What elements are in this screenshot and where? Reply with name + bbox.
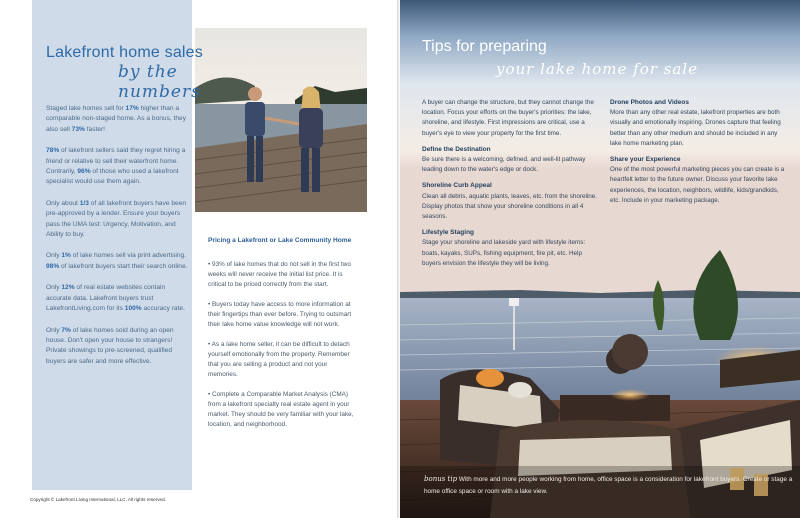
stat-text: faster! [84,125,106,133]
stat-text: of lake homes sold during an open house. Don't open your house to strangers! Private showings to pre-screened, qualified buyers are safer and more effective. [46,326,174,365]
pricing-title: Pricing a Lakefront or Lake Community Home [208,237,352,244]
copyright: Copyright © Lakefront Living International, LLC. All rights reserved. [30,497,166,502]
stat-text: higher than a comparable non-staged home. As a bonus, they also sell [46,105,187,133]
tip-heading: Lifestyle Staging [422,229,475,237]
stat-item [46,251,188,272]
stat-text: of those who used a lakefront specialist would use them again. [46,168,179,186]
stat-text: Only about [46,199,80,207]
tip-body: One of the most powerful marketing pieces you can create is a heartfelt letter to the future owner. Discuss your favorite lake experiences, the location, neighbors, wildlife, kids/grandkids, etc. Include in your marketing package. [610,166,785,204]
stat-text: accuracy rate. [141,305,185,313]
pricing-bullet-text: Complete a Comparable Market Analysis (CMA) from a lakefront specialty real estate agent in your market. They should be very familiar with your lake, location, and neighborhood. [208,391,354,428]
tip-body: More than any other real estate, lakefront properties are both visually and emotionally inspiring. Drones capture that feeling better than any other medium and should be included in any lake home marketing plan. [610,109,781,147]
stat-highlight: 78% [46,147,60,155]
bonus-tip-text: With more and more people working from home, office space is a consideration for lakefront buyers. Create or stage a home office space or room with a lake view. [424,476,793,495]
right-title-main: Tips for preparing [422,38,547,55]
pricing-bullet-text: As a lake home seller, it can be difficult to detach yourself emotionally from the property. Remember that you are selling a product and not your memories. [208,341,350,378]
pricing-bullet-text: Buyers today have access to more information at their fingertips than ever before. Trying to outsmart their lake home value knowledge will not work. [208,301,352,328]
bonus-tip [424,473,794,498]
stat-highlight: 100% [124,305,142,313]
stat-text: of lakefront buyers start their search online. [59,262,188,270]
stat-highlight: 17% [125,105,139,112]
stat-text: Staged lake homes sell for [46,105,126,112]
tip-heading: Define the Destination [422,145,491,153]
stat-text: of lakefront sellers said they regret hiring a friend or relative to sell their waterfront home. Contrarily, [46,147,186,176]
stat-highlight: 73% [71,125,85,133]
stat-text: of real estate websites contain accurate data. Lakefront buyers trust LakefrontLiving.com for its [46,284,166,313]
pricing-section [208,236,358,440]
stat-item [46,104,188,135]
tip-heading: Drone Photos and Videos [610,99,689,106]
tips-intro: A buyer can change the structure, but they cannot change the location. Focus your efforts on the buyer's priorities: the lake, shoreline, and lifestyle. First impressions are critical, use a buyer's eye to view your property for the first time. [422,99,594,137]
right-title [422,38,698,78]
page-gutter [397,0,400,518]
stat-text: Only [46,326,62,334]
tip-heading: Shoreline Curb Appeal [422,182,492,190]
right-page [400,0,800,518]
stat-highlight: 1% [61,252,71,260]
pricing-bullet: • Buyers today have access to more information at their fingertips than ever before. Trying to outsmart their lake home value knowledge will not work. [208,301,352,328]
left-title-main: Lakefront home sales [46,44,203,61]
stat-highlight: 7% [61,326,71,334]
pricing-bullet: • Complete a Comparable Market Analysis (CMA) from a lakefront specialty real estate agent in your market. They should be very familiar with your lake, location, and neighborhood. [208,391,354,428]
right-title-script: your lake home for sale [496,60,698,78]
stat-text: Only [46,284,62,292]
stat-text: Only [46,252,62,260]
tips-column-1 [422,98,600,271]
tip-heading: Share your Experience [610,156,681,164]
stat-highlight: 12% [61,284,75,292]
bonus-tip-label: bonus tip [424,475,458,483]
tip-body: Be sure there is a welcoming, defined, and well-lit pathway leading down to the water's edge or dock. [422,156,586,174]
pricing-bullet-text: 93% of lake homes that do not sell in the first two weeks will never receive the initial list price. It is critical to be priced correctly from the start. [208,261,351,288]
stat-item [46,326,188,368]
left-title [46,44,246,102]
stat-text: of lake homes sell via print advertising. [70,252,187,260]
tip-body: Stage your shoreline and lakeside yard with lifestyle items: boats, kayaks, SUPs, fishing equipment, fire pit, etc. Help buyers envision the lifestyle they will be living. [422,239,586,267]
stat-highlight: 96% [77,168,91,176]
tips-column-2 [610,98,788,208]
stat-highlight: 1/3 [79,199,89,207]
left-title-script: by the numbers [118,62,201,102]
pricing-bullet: • 93% of lake homes that do not sell in the first two weeks will never receive the initial list price. It is critical to be priced correctly from the start. [208,261,351,288]
stat-item [46,283,188,314]
stat-highlight: 98% [46,262,60,270]
pricing-bullet: • As a lake home seller, it can be difficult to detach yourself emotionally from the property. Remember that you are selling a product and not your memories. [208,341,350,378]
stat-item [46,146,188,188]
stats-list [46,104,188,378]
stat-item [46,199,188,241]
stat-text: of all lakefront buyers have been pre-approved by a lender. Ensure your buyers pass the UMA test: Urgency, Motivation, and Ability to buy. [46,199,187,239]
tip-body: Clean all debris, aquatic plants, leaves, etc. from the shoreline. Display photos that show your shoreline conditions in all 4 seasons. [422,192,598,221]
